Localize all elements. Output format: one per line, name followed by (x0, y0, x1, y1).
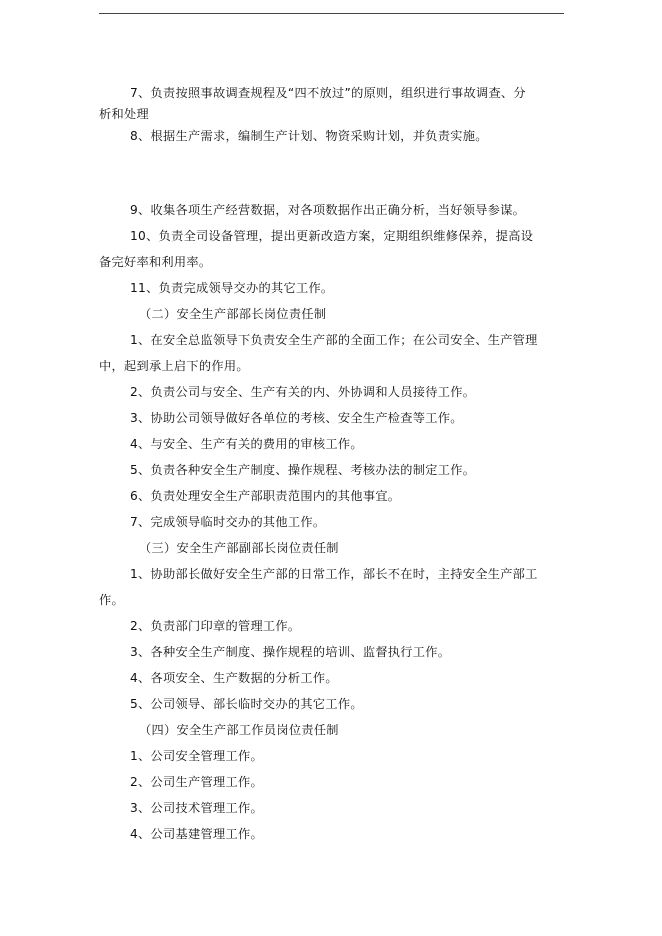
text-line: 1、协助部长做好安全生产部的日常工作，部长不在时，主持安全生产部工 (130, 567, 538, 581)
text-line: 11、负责完成领导交办的其它工作。 (130, 281, 334, 295)
text-line: 10、负责全司设备管理，提出更新改造方案，定期组织维修保养，提高设 (130, 229, 534, 243)
text-line: 5、公司领导、部长临时交办的其它工作。 (130, 697, 363, 711)
section-heading: （四）安全生产部工作员岗位责任制 (139, 723, 339, 737)
text-line: 1、公司安全管理工作。 (130, 749, 263, 763)
text-line: 7、负责按照事故调查规程及“四不放过”的原则，组织进行事故调查、分 (130, 86, 526, 100)
text-line: 9、收集各项生产经营数据，对各项数据作出正确分析，当好领导参谋。 (130, 203, 526, 217)
text-line: 1、在安全总监领导下负责安全生产部的全面工作；在公司安全、生产管理 (130, 333, 538, 347)
text-line: 备完好率和利用率。 (99, 255, 212, 269)
text-line: 4、与安全、生产有关的费用的审核工作。 (130, 437, 363, 451)
text-line: 作。 (99, 593, 124, 607)
text-line: 析和处理 (99, 107, 149, 121)
text-line: 中，起到承上启下的作用。 (99, 359, 249, 373)
text-line: 7、完成领导临时交办的其他工作。 (130, 515, 326, 529)
section-heading: （二）安全生产部部长岗位责任制 (139, 307, 327, 321)
text-line: 2、负责公司与安全、生产有关的内、外协调和人员接待工作。 (130, 385, 476, 399)
text-line: 2、负责部门印章的管理工作。 (130, 619, 301, 633)
header-rule (99, 13, 564, 14)
text-line: 5、负责各种安全生产制度、操作规程、考核办法的制定工作。 (130, 463, 476, 477)
text-line: 6、负责处理安全生产部职责范围内的其他事宜。 (130, 489, 401, 503)
text-line: 4、公司基建管理工作。 (130, 827, 263, 841)
text-line: 3、公司技术管理工作。 (130, 801, 263, 815)
text-line: 3、协助公司领导做好各单位的考核、安全生产检查等工作。 (130, 411, 463, 425)
text-line: 2、公司生产管理工作。 (130, 775, 263, 789)
text-line: 8、根据生产需求，编制生产计划、物资采购计划，并负责实施。 (130, 129, 488, 143)
section-heading: （三）安全生产部副部长岗位责任制 (139, 541, 339, 555)
text-line: 3、各种安全生产制度、操作规程的培训、监督执行工作。 (130, 645, 451, 659)
text-line: 4、各项安全、生产数据的分析工作。 (130, 671, 338, 685)
